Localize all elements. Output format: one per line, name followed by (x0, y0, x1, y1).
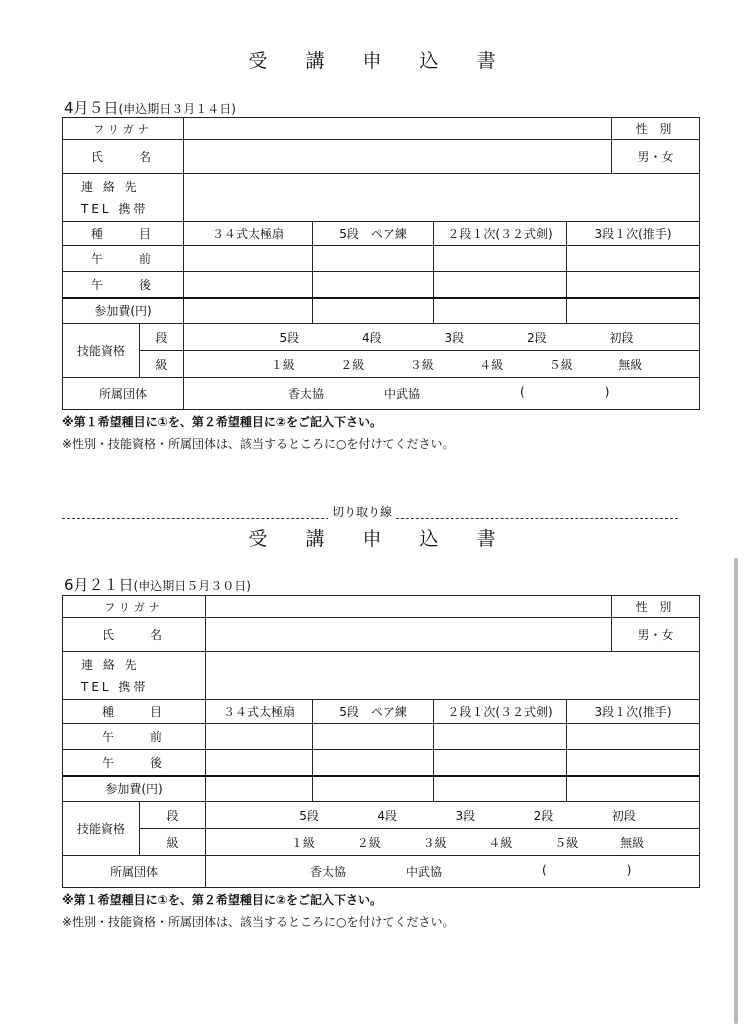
contact-label-line2: TEL 携帯 (81, 201, 149, 216)
afternoon-choice-2[interactable] (313, 272, 434, 298)
org-options (184, 378, 700, 410)
org-other-open: ( (542, 863, 547, 877)
dan-option[interactable]: 3段 (444, 330, 465, 345)
dan-option[interactable]: 2段 (533, 808, 554, 823)
events-label: 種 目 (63, 700, 206, 724)
kyu-option[interactable]: ３級 (409, 357, 434, 372)
afternoon-choice-1[interactable] (184, 272, 313, 298)
event-option-2: 5段 ペア練 (313, 700, 434, 724)
dan-option[interactable]: 2段 (527, 330, 547, 345)
dan-option[interactable]: 5段 (299, 808, 319, 823)
gender-options[interactable]: 男・女 (612, 618, 700, 652)
vertical-scrollbar[interactable] (734, 558, 738, 1024)
contact-field[interactable] (184, 174, 700, 222)
application-table (62, 117, 700, 410)
fee-2[interactable] (313, 776, 434, 802)
furigana-label: フリガナ (63, 596, 206, 618)
afternoon-choice-3[interactable] (434, 750, 567, 776)
afternoon-choice-4[interactable] (567, 272, 700, 298)
org-option[interactable]: 香太協 (310, 865, 347, 879)
afternoon-label: 午 後 (63, 750, 206, 776)
furigana-field[interactable] (206, 596, 612, 618)
org-other-close: ) (604, 385, 610, 399)
contact-label-line2: TEL 携帯 (81, 679, 149, 694)
org-other-open: ( (520, 385, 525, 399)
cut-line-label: 切り取り線 (328, 503, 396, 520)
afternoon-choice-1[interactable] (206, 750, 313, 776)
fee-3[interactable] (434, 298, 567, 324)
morning-choice-3[interactable] (434, 246, 567, 272)
kyu-option[interactable]: １級 (270, 357, 295, 372)
dan-label: 段 (140, 802, 206, 829)
kyu-options (206, 829, 700, 856)
morning-choice-3[interactable] (434, 724, 567, 750)
morning-choice-2[interactable] (313, 724, 434, 750)
kyu-option[interactable]: ２級 (356, 835, 381, 850)
org-option[interactable]: 中武協 (406, 865, 443, 879)
event-option-4: 3段１次(推手) (567, 222, 700, 246)
fee-1[interactable] (206, 776, 313, 802)
kyu-option[interactable]: ４級 (488, 835, 513, 850)
kyu-option[interactable]: ５級 (548, 357, 573, 372)
contact-label-line1: 連 絡 先 (81, 179, 140, 194)
org-option[interactable]: 香太協 (288, 387, 325, 401)
contact-field[interactable] (206, 652, 700, 700)
furigana-label: フリガナ (63, 118, 184, 140)
gender-options[interactable]: 男・女 (612, 140, 700, 174)
note-1: ※第１希望種目に①を、第２希望種目に②をご記入下さい。 (62, 415, 382, 429)
afternoon-choice-3[interactable] (434, 272, 567, 298)
deadline: (申込期日３月１４日) (118, 102, 236, 116)
event-option-4: 3段１次(推手) (567, 700, 700, 724)
gender-label: 性 別 (612, 118, 700, 140)
fee-label: 参加費(円) (63, 776, 206, 802)
name-label: 氏 名 (63, 140, 184, 174)
kyu-option[interactable]: ３級 (422, 835, 447, 850)
morning-label: 午 前 (63, 724, 206, 750)
event-option-1: ３４式太極扇 (206, 700, 313, 724)
date: 4月５日 (64, 99, 119, 117)
fee-4[interactable] (567, 298, 700, 324)
afternoon-choice-4[interactable] (567, 750, 700, 776)
kyu-option[interactable]: ２級 (340, 357, 365, 372)
event-option-1: ３４式太極扇 (184, 222, 313, 246)
dan-label: 段 (140, 324, 184, 351)
dan-option[interactable]: 4段 (377, 808, 398, 823)
org-label: 所属団体 (63, 856, 206, 888)
fee-1[interactable] (184, 298, 313, 324)
deadline: (申込期日５月３０日) (133, 579, 251, 593)
kyu-option[interactable]: １級 (290, 835, 315, 850)
notes (62, 411, 455, 455)
kyu-label: 級 (140, 829, 206, 856)
dan-option[interactable]: 初段 (611, 808, 636, 823)
name-field[interactable] (184, 140, 612, 174)
org-label: 所属団体 (63, 378, 184, 410)
dan-option[interactable]: 初段 (609, 330, 634, 345)
note-2: ※性別・技能資格・所属団体は、該当するところに○を付けてください。 (62, 915, 455, 929)
dan-options (184, 324, 700, 351)
morning-choice-1[interactable] (206, 724, 313, 750)
form-title: 受 講 申 込 書 (248, 50, 512, 72)
contact-label (63, 652, 206, 700)
events-label: 種 目 (63, 222, 184, 246)
notes (62, 889, 455, 933)
note-2: ※性別・技能資格・所属団体は、該当するところに○を付けてください。 (62, 437, 455, 451)
morning-choice-4[interactable] (567, 724, 700, 750)
kyu-options (184, 351, 700, 378)
furigana-field[interactable] (184, 118, 612, 140)
name-label: 氏 名 (63, 618, 206, 652)
morning-choice-4[interactable] (567, 246, 700, 272)
fee-2[interactable] (313, 298, 434, 324)
dan-option[interactable]: 3段 (455, 808, 476, 823)
event-option-3: ２段１次(３２式剣) (434, 700, 567, 724)
contact-label-line1: 連 絡 先 (81, 657, 140, 672)
kyu-label: 級 (140, 351, 184, 378)
form-title: 受 講 申 込 書 (248, 528, 512, 550)
kyu-option[interactable]: 無級 (620, 835, 645, 850)
note-1: ※第１希望種目に①を、第２希望種目に②をご記入下さい。 (62, 893, 382, 907)
org-options (206, 856, 700, 888)
morning-choice-2[interactable] (313, 246, 434, 272)
kyu-option[interactable]: 無級 (618, 357, 643, 372)
skill-label: 技能資格 (63, 802, 140, 856)
morning-label: 午 前 (63, 246, 184, 272)
event-option-2: 5段 ペア練 (313, 222, 434, 246)
kyu-option[interactable]: ４級 (479, 357, 504, 372)
name-field[interactable] (206, 618, 612, 652)
morning-choice-1[interactable] (184, 246, 313, 272)
dan-option[interactable]: 4段 (361, 330, 382, 345)
date: 6月２１日 (64, 576, 134, 594)
skill-label: 技能資格 (63, 324, 140, 378)
afternoon-label: 午 後 (63, 272, 184, 298)
afternoon-choice-2[interactable] (313, 750, 434, 776)
session-date (64, 97, 236, 118)
session-date (64, 574, 251, 595)
gender-label: 性 別 (612, 596, 700, 618)
fee-4[interactable] (567, 776, 700, 802)
event-option-3: ２段１次(３２式剣) (434, 222, 567, 246)
contact-label (63, 174, 184, 222)
application-table (62, 595, 700, 888)
dan-options (206, 802, 700, 829)
kyu-option[interactable]: ５級 (554, 835, 579, 850)
fee-3[interactable] (434, 776, 567, 802)
fee-label: 参加費(円) (63, 298, 184, 324)
org-other-close: ) (626, 863, 632, 877)
dan-option[interactable]: 5段 (279, 330, 300, 345)
org-option[interactable]: 中武協 (384, 387, 421, 401)
